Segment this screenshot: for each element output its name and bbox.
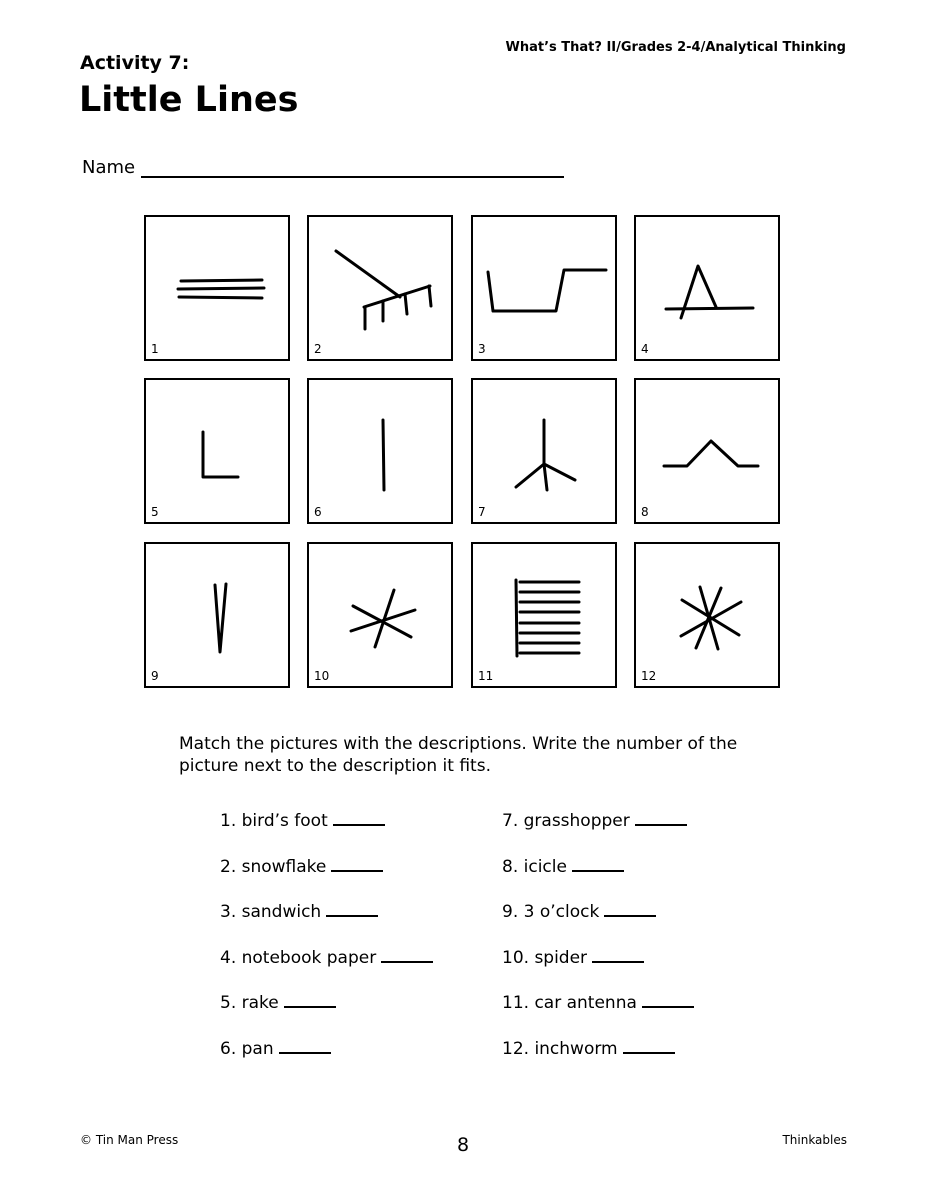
picture-tile-6: [307, 378, 453, 524]
description-item: 7. grasshopper: [502, 809, 694, 855]
picture-tile-10: [307, 542, 453, 688]
description-item: 8. icicle: [502, 855, 694, 901]
ruled-lines-icon: [473, 544, 619, 690]
tile-number: 1: [151, 342, 159, 356]
description-item: 9. 3 o’clock: [502, 900, 694, 946]
answer-blank[interactable]: [331, 856, 383, 872]
picture-tile-3: [471, 215, 617, 361]
three-horizontal-lines-icon: [146, 217, 292, 363]
answer-blank[interactable]: [284, 992, 336, 1008]
brand-name: Thinkables: [782, 1133, 847, 1147]
description-item: 2. snowflake: [220, 855, 433, 901]
tile-number: 5: [151, 505, 159, 519]
tile-number: 12: [641, 669, 657, 683]
descriptions-right: [502, 809, 694, 1082]
tile-number: 7: [478, 505, 486, 519]
description-item: 10. spider: [502, 946, 694, 992]
triangle-on-line-icon: [636, 217, 782, 363]
answer-blank[interactable]: [592, 947, 644, 963]
tile-number: 11: [478, 669, 494, 683]
answer-blank[interactable]: [326, 901, 378, 917]
answer-blank[interactable]: [604, 901, 656, 917]
description-item: 4. notebook paper: [220, 946, 433, 992]
description-item: 1. bird’s foot: [220, 809, 433, 855]
picture-tile-4: [634, 215, 780, 361]
name-row: [82, 157, 564, 178]
picture-tile-8: [634, 378, 780, 524]
answer-blank[interactable]: [572, 856, 624, 872]
right-angle-icon: [146, 380, 292, 526]
tile-number: 6: [314, 505, 322, 519]
answer-blank[interactable]: [623, 1038, 675, 1054]
description-item: 12. inchworm: [502, 1037, 694, 1083]
tile-number: 4: [641, 342, 649, 356]
eight-point-star-icon: [636, 544, 782, 690]
copyright-notice: © Tin Man Press: [80, 1133, 179, 1147]
page-title: Little Lines: [79, 80, 299, 120]
descriptions-left: [220, 809, 433, 1082]
tile-number: 9: [151, 669, 159, 683]
name-label: Name: [82, 157, 136, 178]
tile-number: 3: [478, 342, 486, 356]
pan-shape-icon: [473, 217, 619, 363]
answer-blank[interactable]: [279, 1038, 331, 1054]
vertical-line-icon: [309, 380, 455, 526]
picture-tile-1: [144, 215, 290, 361]
name-field[interactable]: [141, 160, 564, 178]
activity-label: Activity 7:: [80, 52, 190, 74]
answer-blank[interactable]: [642, 992, 694, 1008]
tile-number: 10: [314, 669, 330, 683]
picture-tile-9: [144, 542, 290, 688]
page-number: 8: [457, 1134, 470, 1156]
answer-blank[interactable]: [381, 947, 433, 963]
tile-number: 8: [641, 505, 649, 519]
rake-icon: [309, 217, 455, 363]
picture-tile-5: [144, 378, 290, 524]
description-item: 6. pan: [220, 1037, 433, 1083]
six-leg-star-icon: [309, 544, 455, 690]
instructions: Match the pictures with the descriptions. Write the number of the picture next to the description it fits.: [179, 734, 738, 776]
answer-blank[interactable]: [333, 810, 385, 826]
description-item: 5. rake: [220, 991, 433, 1037]
picture-tile-11: [471, 542, 617, 688]
bird-foot-icon: [473, 380, 619, 526]
narrow-v-icon: [146, 544, 292, 690]
description-item: 3. sandwich: [220, 900, 433, 946]
picture-tile-2: [307, 215, 453, 361]
picture-tile-7: [471, 378, 617, 524]
tile-number: 2: [314, 342, 322, 356]
answer-blank[interactable]: [635, 810, 687, 826]
inchworm-hump-icon: [636, 380, 782, 526]
description-item: 11. car antenna: [502, 991, 694, 1037]
series-header: What’s That? II/Grades 2-4/Analytical Thinking: [505, 40, 846, 55]
picture-tile-12: [634, 542, 780, 688]
